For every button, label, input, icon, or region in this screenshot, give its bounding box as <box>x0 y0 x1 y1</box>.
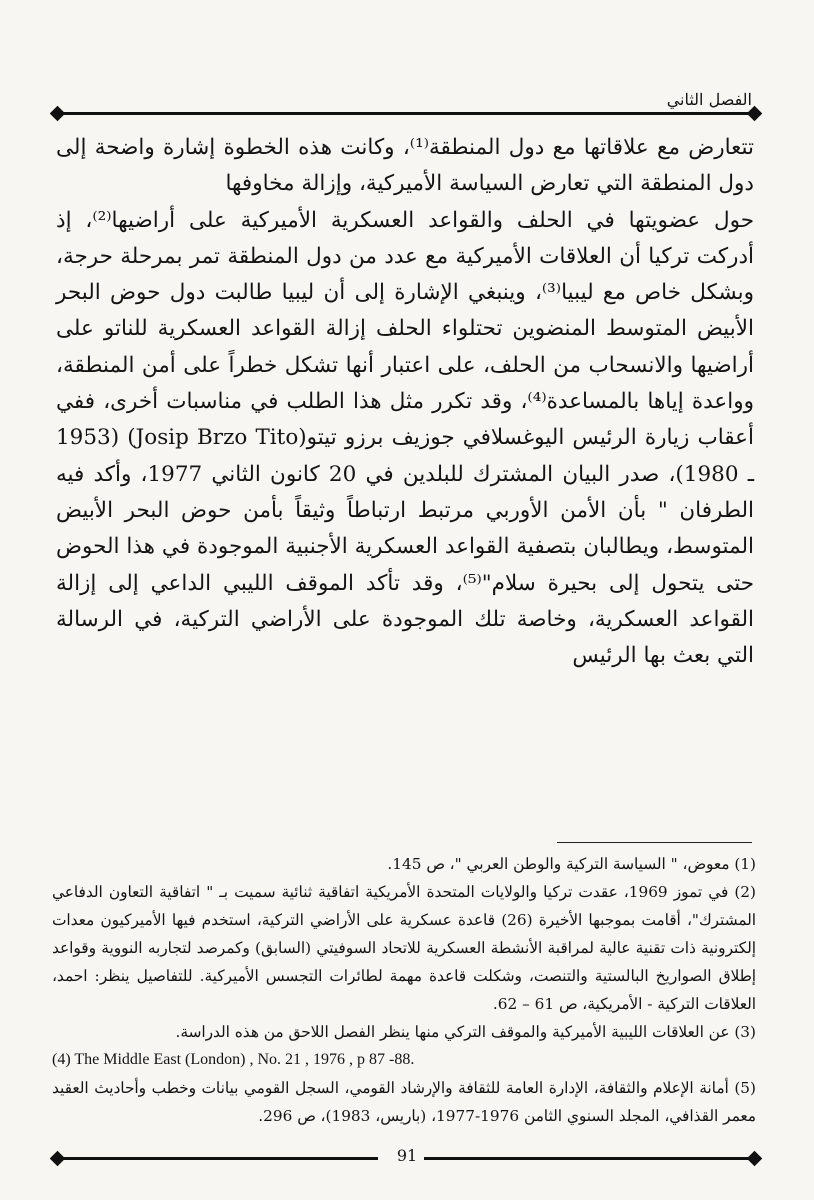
footnotes <box>52 850 756 1130</box>
body-paragraph-2: حول عضويتها في الحلف والقواعد العسكرية الأميركية على أراضيها⁽²⁾، إذ أدركت تركيا أن العلاقات الأميركية مع عدد من دول المنطقة تمر بمرحلة حرجة، وبشكل خاص مع ليبيا⁽³⁾، وينبغي الإشارة إلى أن ليبيا طالبت دول حوض البحر الأبيض المتوسط المنضوين تحتلواء الحلف إزالة القواعد العسكرية للناتو على أراضيها والانسحاب من الحلف، على اعتبار أنها تشكل خطراً على أمن المنطقة، وواعدة إياها بالمساعدة⁽⁴⁾، وقد تكرر مثل هذا الطلب في مناسبات أخرى، ففي أعقاب زيارة الرئيس اليوغسلافي جوزيف برزو تيتو(Josip Brzo Tito) (1953 ـ 1980)، صدر البيان المشترك للبلدين في 20 كانون الثاني 1977، وأكد فيه الطرفان " بأن الأمن الأوربي مرتبط ارتباطاً وثيقاً بأمن حوض البحر الأبيض المتوسط، ويطالبان بتصفية القواعد العسكرية الأجنبية الموجودة في هذا الحوض حتى يتحول إلى بحيرة سلام"⁽⁵⁾، وقد تأكد الموقف الليبي الداعي إلى إزالة القواعد العسكرية، وخاصة تلك الموجودة على الأراضي التركية، في الرسالة التي بعث بها الرئيس <box>56 207 755 669</box>
footnote-3: (3) عن العلاقات الليبية الأميركية والموقف التركي منها ينظر الفصل اللاحق من هذه الدراسة. <box>175 1023 756 1041</box>
footer-rule-right <box>424 1157 754 1160</box>
footnote-1: (1) معوض، " السياسة التركية والوطن العربي "، ص 145. <box>387 855 756 873</box>
header-rule <box>58 112 754 115</box>
footnote-5: (5) أمانة الإعلام والثقافة، الإدارة العامة للثقافة والإرشاد القومي، السجل القومي بيانات وخطب وأحاديث العقيد معمر القذافي، المجلد السنوي الثامن 1976-1977، (باريس، 1983)، ص 296. <box>52 1079 756 1125</box>
body-text <box>56 130 754 674</box>
footnote-2: (2) في تموز 1969، عقدت تركيا والولايات المتحدة الأمريكية اتفاقية ثنائية سميت بـ " اتفاقية التعاون الدفاعي المشترك"، أقامت بموجبها الأخيرة (26) قاعدة عسكرية على الأراضي التركية، استخدم فيها الأميركيون معدات إلكترونية ذات تقنية عالية لمراقبة الأنشطة العسكرية للاتحاد السوفيتي (السابق) وكمرصد لتجاربه النووية وقواعد إطلاق الصواريخ البالستية والتنصت، وشكلت قاعدة مهمة لطائرات التجسس الأميركية. للتفاصيل ينظر: احمد، العلاقات التركية - الأمريكية، ص 61 – 62. <box>52 883 757 1013</box>
body-paragraph-1: تتعارض مع علاقاتها مع دول المنطقة⁽¹⁾، وكانت هذه الخطوة إشارة واضحة إلى دول المنطقة التي تعارض السياسة الأميركية، وإزالة مخاوفها <box>56 135 754 197</box>
footnote-separator <box>557 842 752 843</box>
page-number: 91 <box>396 1146 418 1165</box>
footnote-4: (4) The Middle East (London) , No. 21 , 1976 , p 87 -88. <box>52 1051 415 1068</box>
chapter-title: الفصل الثاني <box>666 90 752 109</box>
